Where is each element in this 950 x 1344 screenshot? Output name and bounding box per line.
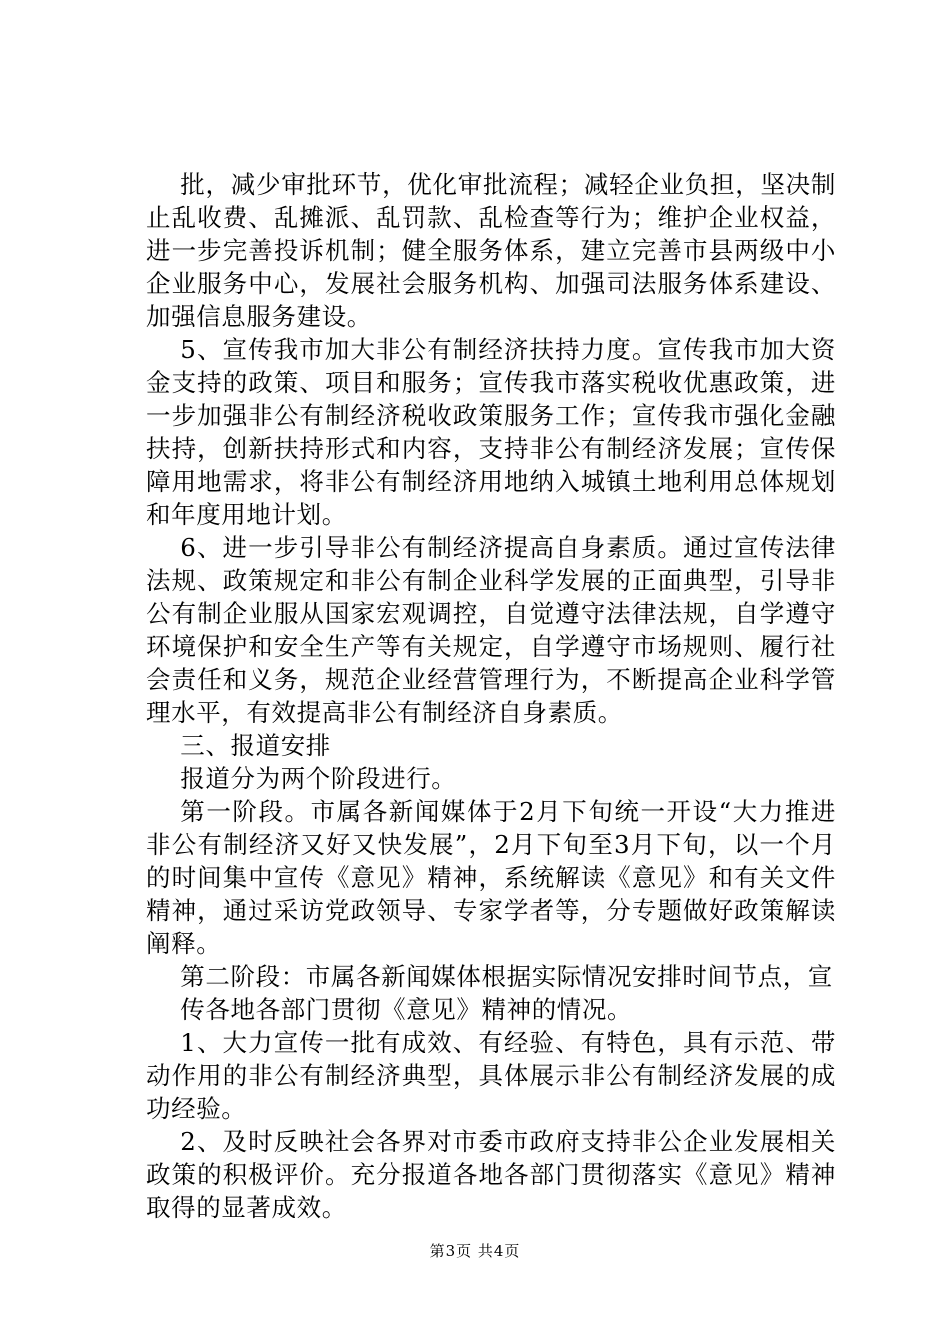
paragraph-7: 传各地各部门贯彻《意见》精神的情况。 bbox=[180, 995, 633, 1024]
paragraph-6: 第二阶段：市属各新闻媒体根据实际情况安排时间节点，宣 bbox=[180, 962, 833, 991]
paragraph-9: 2、及时反映社会各界对市委市政府支持非公企业发展相关政策的积极评价。充分报道各地各部门贯彻落实《意见》精神取得的显著成效。 bbox=[146, 1127, 836, 1222]
paragraph-8: 1、大力宣传一批有成效、有经验、有特色，具有示范、带动作用的非公有制经济典型，具体展示非公有制经济发展的成功经验。 bbox=[146, 1028, 836, 1123]
paragraph-4: 报道分为两个阶段进行。 bbox=[180, 764, 457, 793]
paragraph-5: 第一阶段。市属各新闻媒体于2月下旬统一开设“大力推进非公有制经济又好又快发展”，2月下旬至3月下旬，以一个月的时间集中宣传《意见》精神，系统解读《意见》和有关文件精神，通过采访党政领导、专家学者等，分专题做好政策解读阐释。 bbox=[146, 797, 836, 958]
paragraph-3: 6、进一步引导非公有制经济提高自身素质。通过宣传法律法规、政策规定和非公有制企业科学发展的正面典型，引导非公有制企业服从国家宏观调控，自觉遵守法律法规，自学遵守环境保护和安全生产等有关规定，自学遵守市场规则、履行社会责任和义务，规范企业经营管理行为，不断提高企业科学管理水平，有效提高非公有制经济自身素质。 bbox=[146, 533, 836, 727]
section-heading-3: 三、报道安排 bbox=[180, 731, 331, 760]
document-body bbox=[146, 168, 836, 1224]
paragraph-2: 5、宣传我市加大非公有制经济扶持力度。宣传我市加大资金支持的政策、项目和服务；宣传我市落实税收优惠政策，进一步加强非公有制经济税收政策服务工作；宣传我市强化金融扶持，创新扶持形式和内容，支持非公有制经济发展；宣传保障用地需求，将非公有制经济用地纳入城镇土地利用总体规划和年度用地计划。 bbox=[146, 335, 836, 529]
page-footer: 第3页 共4页 bbox=[429, 1242, 521, 1260]
paragraph-1: 批，减少审批环节，优化审批流程；减轻企业负担，坚决制止乱收费、乱摊派、乱罚款、乱检查等行为；维护企业权益，进一步完善投诉机制；健全服务体系，建立完善市县两级中小企业服务中心，发展社会服务机构、加强司法服务体系建设、加强信息服务建设。 bbox=[146, 170, 836, 331]
